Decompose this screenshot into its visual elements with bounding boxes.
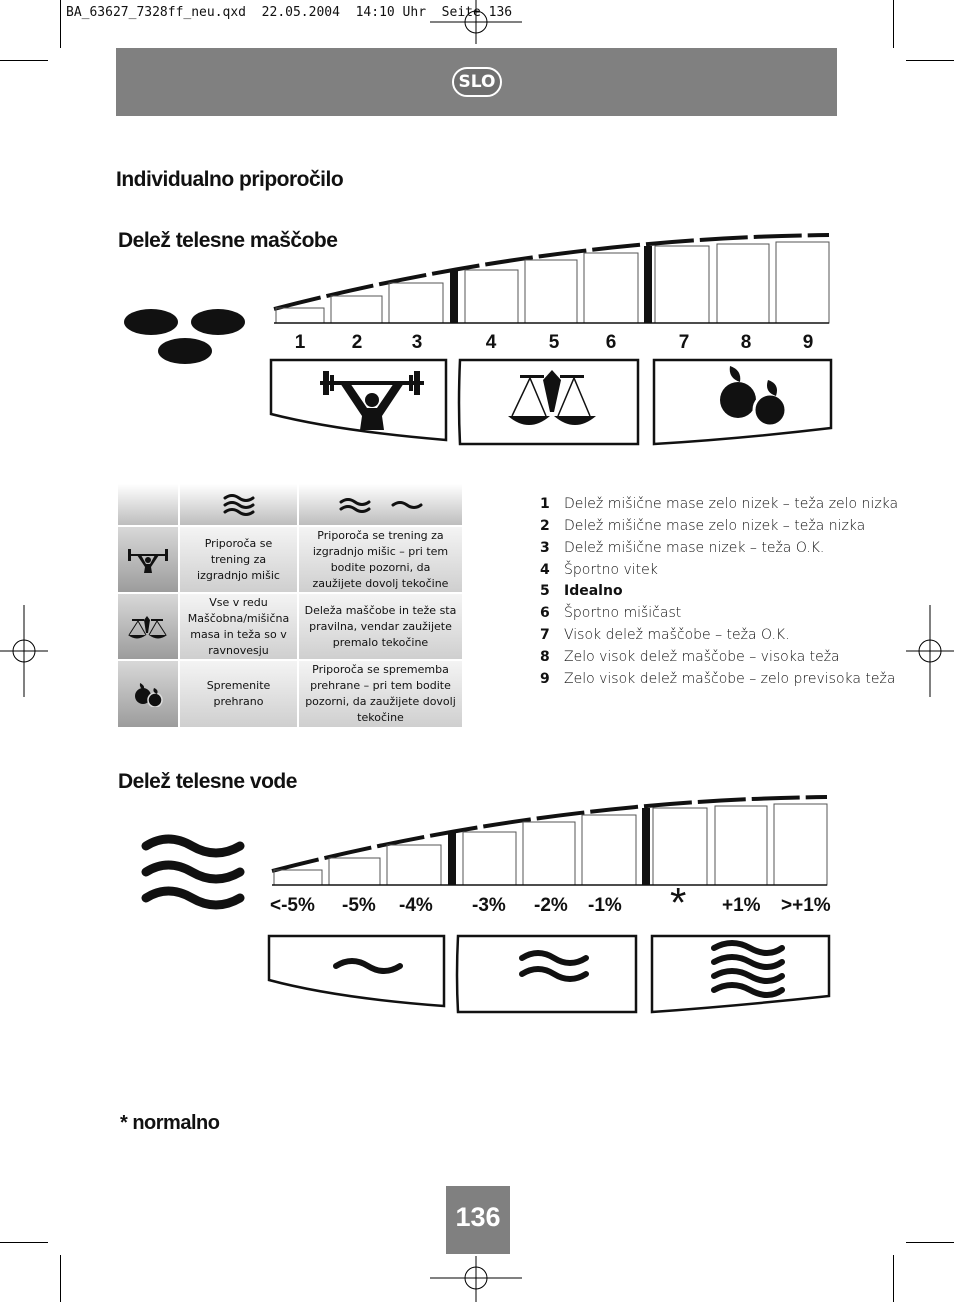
- table-row-icon-cell: [118, 594, 178, 659]
- legend-item: 2 Delež mišične mase zelo nizek – teža nizka: [540, 518, 866, 534]
- table-cell: Vse v redu Maščobna/mišična masa in teža so v ravnovesju: [180, 594, 297, 659]
- table-cell: Priporoča se sprememba prehrane – pri tem bodite pozorni, da zaužijete dovolj tekočine: [299, 661, 462, 727]
- water-icon: [138, 832, 248, 914]
- fat-scale-number: 3: [411, 332, 423, 353]
- legend-item: 9 Zelo visok delež maščobe – zelo previsoka teža: [540, 671, 896, 687]
- legend-item: 1 Delež mišične mase zelo nizek – teža zelo nizka: [540, 496, 899, 512]
- language-badge: SLO: [452, 67, 502, 97]
- water-normal-icon: [222, 493, 256, 517]
- water-category-boxes: [266, 932, 836, 1018]
- apples-icon: [132, 681, 164, 707]
- table-row-icon-cell: [118, 661, 178, 727]
- fat-scale-graphic: [268, 228, 834, 328]
- fat-scale-number: 5: [548, 332, 560, 353]
- legend-item: 3 Delež mišične mase nizek – teža O.K.: [540, 540, 825, 556]
- water-scale-label: +1%: [722, 895, 761, 916]
- normal-asterisk: *: [670, 879, 687, 926]
- fat-heading: Delež telesne maščobe: [118, 229, 338, 252]
- fat-scale-number: 1: [294, 332, 306, 353]
- legend-item: 5 Idealno: [540, 583, 623, 599]
- fat-category-boxes: [268, 356, 838, 451]
- fat-scale-number: 2: [351, 332, 363, 353]
- weightlifter-icon: [126, 545, 170, 575]
- water-scale-label: -5%: [342, 895, 376, 916]
- fat-scale-number: 4: [485, 332, 497, 353]
- legend-item: 7 Visok delež maščobe – teža O.K.: [540, 627, 790, 643]
- table-cell: Deleža maščobe in teže sta pravilna, vendar zaužijete premalo tekočine: [299, 594, 462, 659]
- legend-item: 6 Športno mišičast: [540, 605, 682, 621]
- legend-item: 8 Zelo visok delež maščobe – visoka teža: [540, 649, 840, 665]
- water-low-icon: [336, 493, 426, 517]
- fat-scale-number: 8: [740, 332, 752, 353]
- water-scale-label: <-5%: [270, 895, 315, 916]
- water-scale-label: -4%: [399, 895, 433, 916]
- table-cell: Priporoča se trening za izgradnjo mišic – pri tem bodite pozorni, da zaužijete dovolj tekočine: [299, 527, 462, 592]
- fat-scale-number: 7: [678, 332, 690, 353]
- table-header-hydration-low: [299, 484, 462, 525]
- water-scale-graphic: [266, 790, 832, 890]
- page-title: Individualno priporočilo: [116, 168, 344, 191]
- table-header-corner: [118, 484, 178, 525]
- page-number: 136: [446, 1186, 510, 1254]
- water-scale-label: >+1%: [781, 895, 831, 916]
- scales-icon: [126, 613, 170, 641]
- fat-scale-number: 6: [605, 332, 617, 353]
- table-cell: Priporoča se trening za izgradnjo mišic: [180, 527, 297, 592]
- water-scale-label: -3%: [472, 895, 506, 916]
- water-scale-label: -2%: [534, 895, 568, 916]
- table-row-icon-cell: [118, 527, 178, 592]
- table-header-hydration-normal: [180, 484, 297, 525]
- fat-scale-number: 9: [802, 332, 814, 353]
- file-header: BA_63627_7328ff_neu.qxd 22.05.2004 14:10 Uhr Seite 136: [66, 5, 513, 20]
- legend-item: 4 Športno vitek: [540, 562, 658, 578]
- body-fat-display-icon: [118, 300, 253, 370]
- water-scale-label: -1%: [588, 895, 622, 916]
- table-cell: Spremenite prehrano: [180, 661, 297, 727]
- water-heading: Delež telesne vode: [118, 770, 297, 793]
- footnote-normal: * normalno: [120, 1112, 220, 1134]
